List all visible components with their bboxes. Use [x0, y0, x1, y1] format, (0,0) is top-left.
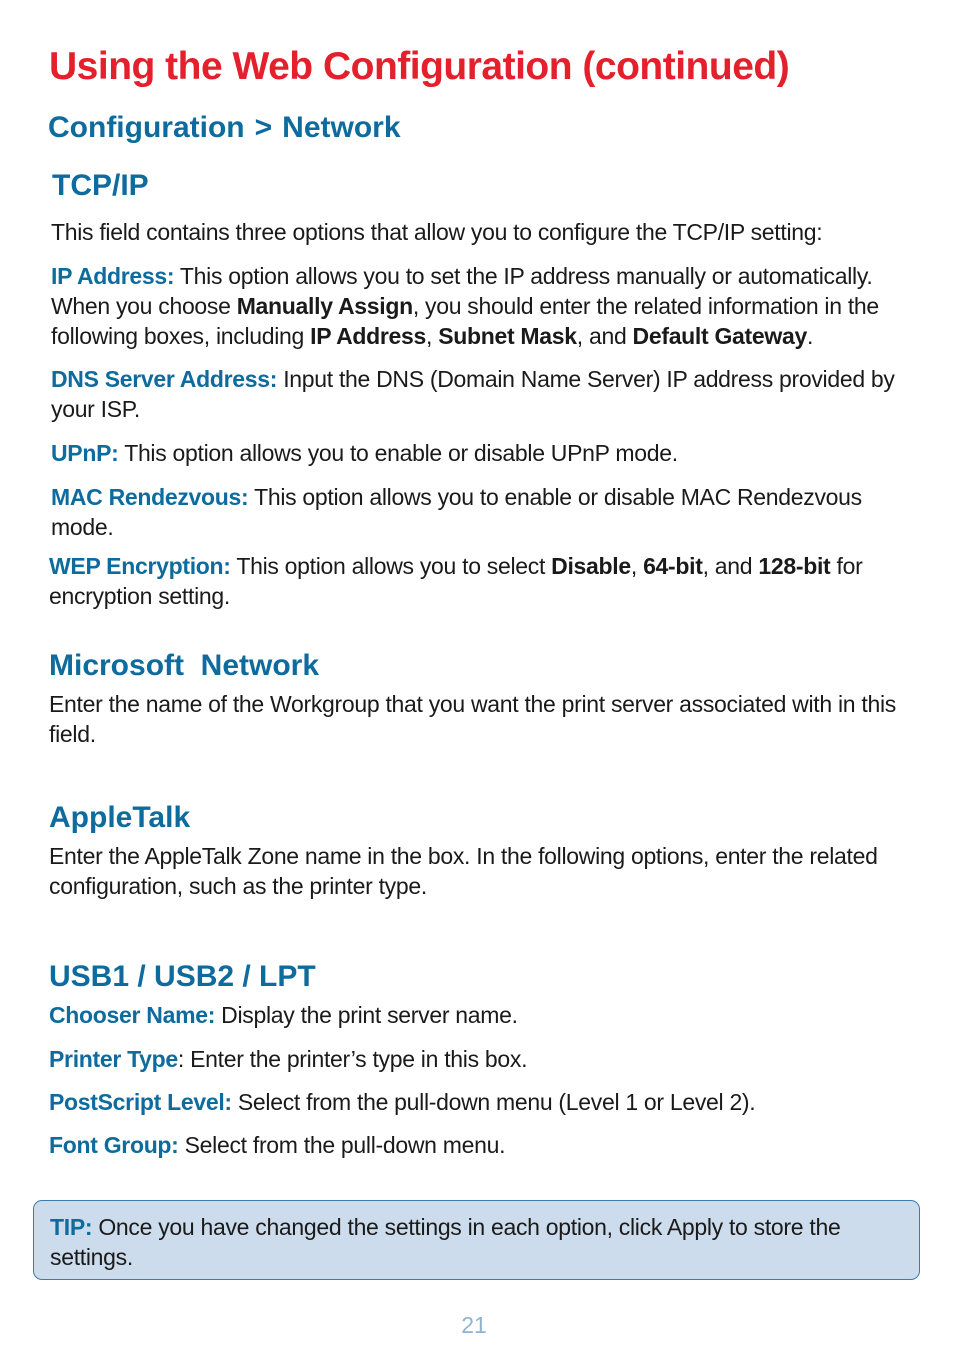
ip-address-text-4: , and — [576, 323, 633, 349]
chooser-name-text: Display the print server name. — [215, 1002, 518, 1028]
64bit-term: 64-bit — [643, 553, 703, 579]
usb-heading: USB1 / USB2 / LPT — [49, 960, 316, 993]
printer-type-description — [49, 1044, 911, 1074]
font-group-label: Font Group: — [49, 1132, 179, 1158]
default-gateway-term: Default Gateway — [632, 323, 807, 349]
ip-address-label: IP Address: — [51, 263, 175, 289]
wep-text-2: , — [630, 553, 644, 579]
wep-text: This option allows you to select — [230, 553, 552, 579]
page-title: Using the Web Configuration (continued) — [49, 45, 790, 88]
breadcrumb-separator: > — [254, 111, 273, 144]
printer-type-text: : Enter the printer’s type in this box. — [177, 1046, 528, 1072]
tip-box — [33, 1200, 920, 1280]
128bit-term: 128-bit — [758, 553, 831, 579]
ip-address-text-2: , you should enter the related information in the following boxes, including — [51, 293, 879, 349]
manually-assign-term: Manually Assign — [236, 293, 413, 319]
tcpip-intro: This field contains three options that allow you to configure the TCP/IP setting: — [51, 219, 823, 245]
appletalk-heading: AppleTalk — [49, 801, 191, 834]
dns-label: DNS Server Address: — [51, 366, 278, 392]
wep-label: WEP Encryption: — [49, 553, 231, 579]
chooser-name-label: Chooser Name: — [49, 1002, 216, 1028]
ip-address-text-3: , — [426, 323, 439, 349]
postscript-level-description — [49, 1087, 911, 1117]
font-group-description — [49, 1130, 911, 1160]
subnet-mask-term: Subnet Mask — [438, 323, 577, 349]
ip-address-text: This option allows you to set the IP address manually or automatically. When you choose — [51, 263, 873, 319]
wep-text-4: for encryption setting. — [49, 553, 863, 609]
upnp-label: UPnP: — [51, 440, 119, 466]
font-group-text: Select from the pull-down menu. — [178, 1132, 506, 1158]
ip-address-description — [51, 261, 917, 351]
printer-type-label: Printer Type — [49, 1046, 178, 1072]
tip-label: TIP: — [50, 1214, 93, 1240]
chooser-name-description — [49, 1000, 911, 1030]
wep-description — [49, 551, 915, 611]
dns-text: Input the DNS (Domain Name Server) IP address provided by your ISP. — [51, 366, 895, 422]
tip-text: Once you have changed the settings in each option, click Apply to store the settings. — [50, 1214, 841, 1270]
tip-text-block — [50, 1212, 905, 1272]
microsoft-network-heading: Microsoft Network — [49, 649, 320, 682]
postscript-level-label: PostScript Level: — [49, 1089, 232, 1115]
ip-address-term: IP Address — [310, 323, 427, 349]
wep-text-3: , and — [702, 553, 759, 579]
postscript-level-text: Select from the pull-down menu (Level 1 or Level 2). — [231, 1089, 756, 1115]
upnp-text: This option allows you to enable or disable UPnP mode. — [118, 440, 678, 466]
appletalk-text: Enter the AppleTalk Zone name in the box. In the following options, enter the related configuration, such as the printer type. — [49, 843, 878, 899]
page-number: 21 — [461, 1312, 487, 1338]
mac-rendezvous-description — [51, 482, 917, 542]
dns-description — [51, 364, 917, 424]
breadcrumb — [48, 108, 401, 148]
ip-address-text-5: . — [806, 323, 814, 349]
tcpip-heading: TCP/IP — [52, 169, 149, 202]
mac-rendezvous-label: MAC Rendezvous: — [51, 484, 249, 510]
breadcrumb-network: Network — [282, 111, 401, 144]
breadcrumb-configuration: Configuration — [48, 111, 245, 144]
disable-term: Disable — [551, 553, 631, 579]
mac-rendezvous-text: This option allows you to enable or disable MAC Rendezvous mode. — [51, 484, 862, 540]
upnp-description — [51, 438, 913, 468]
microsoft-network-text: Enter the name of the Workgroup that you want the print server associated with in this field. — [49, 691, 896, 747]
